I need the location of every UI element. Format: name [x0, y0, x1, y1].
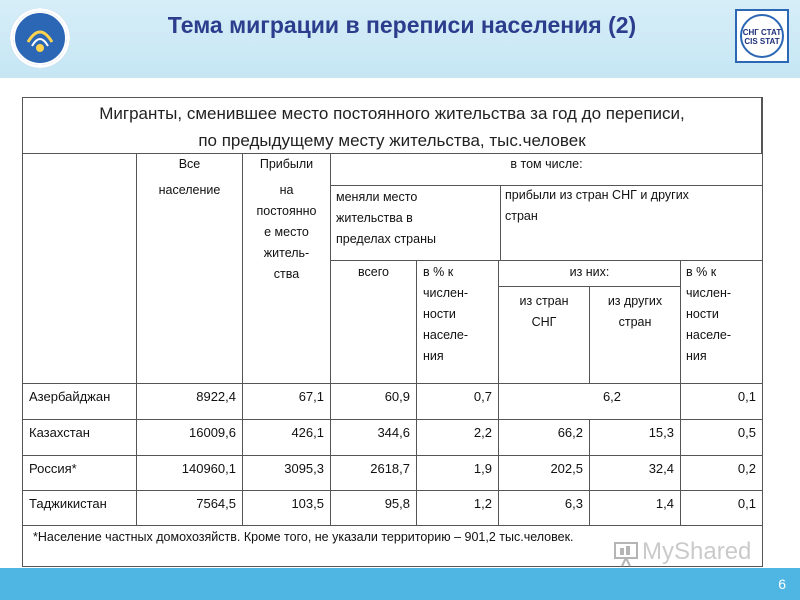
header-percent-population-2: [686, 262, 760, 367]
cell-percent: 0,7: [473, 389, 492, 404]
header-line: в % к: [686, 265, 717, 279]
header-from-cis: [499, 291, 589, 333]
header-line: числен-: [686, 286, 732, 300]
header-line: населе-: [423, 328, 469, 342]
header-line: ности: [423, 307, 456, 321]
header-line: стран: [505, 209, 538, 223]
cell-population: 7564,5: [196, 496, 236, 511]
cell-changed: 2618,7: [370, 461, 410, 476]
header-of-them: из них:: [569, 265, 610, 279]
cell-population: 8922,4: [196, 389, 236, 404]
cell-percent-2: 0,1: [737, 389, 756, 404]
header-line: Все: [178, 157, 201, 171]
header-from-other: [590, 291, 680, 333]
header-line: населе-: [686, 328, 732, 342]
header-line: пределах страны: [336, 232, 436, 246]
header-line: из других: [607, 294, 663, 308]
header-line: ния: [423, 349, 444, 363]
cell-arrived: 3095,3: [284, 461, 324, 476]
header-line: ности: [686, 307, 719, 321]
cell-from-other: 15,3: [648, 425, 674, 440]
cell-percent-2: 0,1: [737, 496, 756, 511]
row-country: Таджикистан: [29, 496, 107, 511]
header-line: числен-: [423, 286, 469, 300]
header-arrived-from-cis-and-other: [505, 185, 760, 227]
header-line: меняли место: [336, 190, 418, 204]
row-country: Казахстан: [29, 425, 90, 440]
header-line: жительства в: [336, 211, 413, 225]
cell-arrived: 103,5: [291, 496, 324, 511]
header-line: Прибыли: [259, 157, 314, 171]
slide-header: [0, 0, 800, 78]
cell-changed: 60,9: [384, 389, 410, 404]
cell-population: 140960,1: [181, 461, 236, 476]
header-arrived-permanent: [243, 154, 330, 285]
header-line: население: [158, 183, 221, 197]
row-country: Азербайджан: [29, 389, 111, 404]
cell-changed: 344,6: [377, 425, 410, 440]
header-line: стран: [618, 315, 652, 329]
header-percent-population: [423, 262, 497, 367]
header-line: ства: [273, 267, 300, 281]
header-line: на: [279, 183, 294, 197]
slide-footer: [0, 568, 800, 600]
logo-text-en: CIS STAT: [744, 37, 780, 46]
caption-line: Мигранты, сменившее место постоянного жительства за год до переписи,: [99, 104, 685, 123]
cell-percent: 1,9: [473, 461, 492, 476]
cis-emblem-logo: [10, 8, 70, 68]
header-line: из стран: [519, 294, 569, 308]
cell-cis-other-merged: 6,2: [602, 389, 622, 404]
header-line: СНГ: [531, 315, 557, 329]
header-total-population: [137, 154, 242, 201]
cell-from-other: 1,4: [655, 496, 674, 511]
cell-percent-2: 0,5: [737, 425, 756, 440]
cell-from-cis: 66,2: [557, 425, 583, 440]
header-line: житель-: [263, 246, 310, 260]
page-number: 6: [778, 576, 786, 592]
header-line: е место: [264, 225, 309, 239]
cell-percent-2: 0,2: [737, 461, 756, 476]
header-line: прибыли из стран СНГ и других: [505, 188, 689, 202]
caption-line: по предыдущему месту жительства, тыс.человек: [198, 131, 586, 150]
presentation-icon: [612, 540, 640, 568]
cell-from-cis: 6,3: [564, 496, 583, 511]
cis-emblem-icon: [10, 8, 70, 68]
cell-arrived: 426,1: [291, 425, 324, 440]
header-changed-within-country: [336, 187, 496, 250]
cell-changed: 95,8: [384, 496, 410, 511]
header-line: постоянно: [256, 204, 317, 218]
table-footnote: *Население частных домохозяйств. Кроме того, не указали территорию – 901,2 тыс.человек.: [33, 530, 574, 544]
cell-percent: 2,2: [473, 425, 492, 440]
cell-arrived: 67,1: [298, 389, 324, 404]
page-title: Тема миграции в переписи населения (2): [167, 12, 637, 38]
watermark: MyShared: [642, 538, 752, 565]
logo-text-ru: СНГ СТАТ: [742, 28, 782, 37]
header-all: всего: [358, 265, 389, 279]
row-country: Россия*: [29, 461, 77, 476]
cis-stat-logo: [735, 9, 789, 63]
header-including: в том числе:: [510, 157, 583, 171]
cell-from-other: 32,4: [648, 461, 674, 476]
cell-from-cis: 202,5: [550, 461, 583, 476]
cell-population: 16009,6: [189, 425, 236, 440]
header-line: ния: [686, 349, 707, 363]
table-caption: [22, 97, 762, 153]
header-line: в % к: [423, 265, 454, 279]
cell-percent: 1,2: [473, 496, 492, 511]
